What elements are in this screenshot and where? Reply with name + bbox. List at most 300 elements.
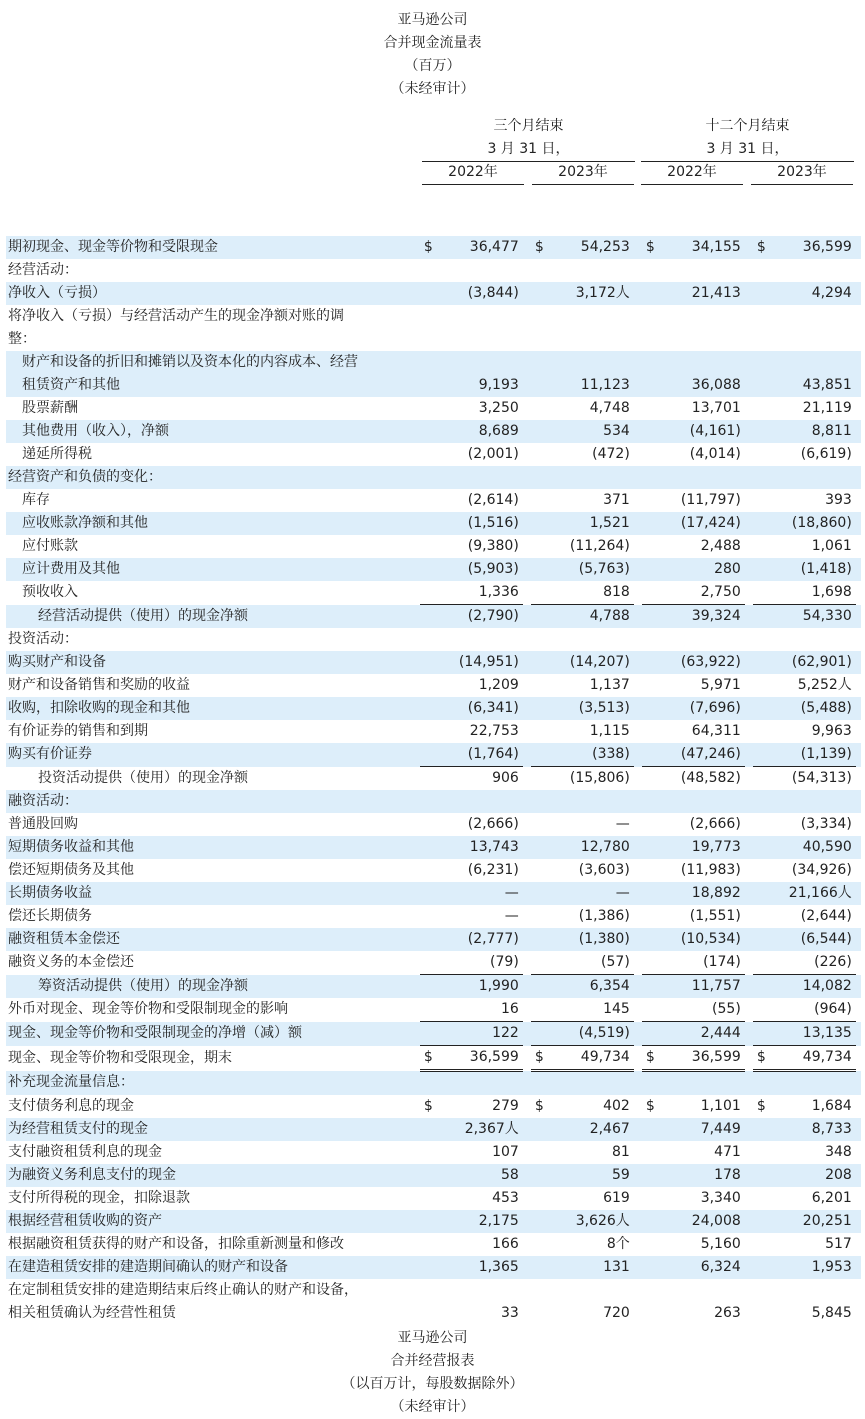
currency-symbol xyxy=(753,720,771,743)
table-row xyxy=(6,674,861,697)
currency-symbol xyxy=(753,836,771,859)
currency-symbol xyxy=(642,905,660,928)
value-cell: 2,488 xyxy=(700,538,741,554)
column-gap xyxy=(523,259,531,282)
currency-symbol xyxy=(420,512,438,535)
value-cell: (17,424) xyxy=(660,512,745,535)
column-gap xyxy=(745,790,753,813)
value-cell xyxy=(660,328,745,351)
currency-symbol xyxy=(531,489,549,512)
value-cell: (55) xyxy=(660,998,745,1022)
column-gap xyxy=(856,1164,861,1187)
table-row xyxy=(6,1071,861,1096)
value-cell: 1,990 xyxy=(438,975,523,999)
value-cell: (14,207) xyxy=(549,651,634,674)
value-cell: 12,780 xyxy=(549,836,634,859)
column-gap xyxy=(856,1187,861,1210)
value-cell: 21,166人 xyxy=(771,882,856,905)
value-cell: 34,155 xyxy=(660,236,745,259)
value-cell: 54,253 xyxy=(549,236,634,259)
value-cell: (964) xyxy=(771,998,856,1022)
value-cell: 3,250 xyxy=(478,400,519,416)
table-row xyxy=(6,466,861,489)
currency-symbol xyxy=(753,767,771,791)
value-cell: 178 xyxy=(660,1164,745,1187)
currency-symbol: $ xyxy=(420,236,438,259)
row-label: 现金、现金等价物和受限制现金的净增（减）额 xyxy=(6,1022,420,1046)
row-label: 收购，扣除收购的现金和其他 xyxy=(6,697,420,720)
column-gap xyxy=(634,813,642,836)
value-cell: 1,365 xyxy=(438,1256,523,1279)
value-cell xyxy=(660,305,745,328)
value-cell: (11,983) xyxy=(680,862,741,878)
column-gap xyxy=(523,720,531,743)
column-gap xyxy=(634,628,642,651)
currency-symbol: $ xyxy=(753,236,771,259)
value-cell xyxy=(771,790,856,813)
value-cell: 36,599 xyxy=(771,236,856,259)
currency-symbol xyxy=(531,1256,549,1279)
currency-symbol xyxy=(642,1302,660,1325)
row-label: 应收账款净额和其他 xyxy=(6,512,420,535)
row-label: 融资义务的本金偿还 xyxy=(8,954,134,971)
currency-symbol xyxy=(642,581,660,605)
column-gap xyxy=(523,905,531,928)
row-label: 购买财产和设备 xyxy=(6,651,420,674)
column-gap xyxy=(856,767,861,791)
currency-symbol xyxy=(753,790,771,813)
audit-note: （未经审计） xyxy=(390,1399,475,1415)
table-row xyxy=(6,1210,861,1233)
value-cell: 2,467 xyxy=(549,1118,634,1141)
value-cell: (3,334) xyxy=(800,816,852,832)
currency-symbol xyxy=(753,743,771,767)
value-cell: 122 xyxy=(438,1022,523,1046)
column-gap xyxy=(634,305,642,328)
currency-symbol xyxy=(753,489,771,512)
currency-symbol xyxy=(531,1164,549,1187)
column-gap xyxy=(745,951,753,975)
currency-symbol xyxy=(753,975,771,999)
column-gap xyxy=(745,489,753,512)
currency-symbol xyxy=(642,1233,660,1256)
column-gap xyxy=(745,397,753,420)
currency-symbol xyxy=(531,1071,549,1096)
value-cell: 9,963 xyxy=(811,723,852,739)
value-cell: (63,922) xyxy=(660,651,745,674)
currency-symbol xyxy=(420,651,438,674)
value-cell: 3,340 xyxy=(700,1190,741,1206)
currency-symbol xyxy=(531,374,549,397)
group-label: 三个月结束 xyxy=(493,118,564,134)
column-gap xyxy=(745,674,753,697)
currency-symbol xyxy=(642,328,660,351)
column-gap xyxy=(856,1022,861,1046)
value-cell: 8,689 xyxy=(438,420,523,443)
column-gap xyxy=(745,697,753,720)
currency-symbol xyxy=(753,1187,771,1210)
column-gap xyxy=(856,1302,861,1325)
value-cell: (2,001) xyxy=(467,446,519,462)
column-gap xyxy=(856,581,861,605)
currency-symbol xyxy=(642,651,660,674)
value-cell: (1,386) xyxy=(578,908,630,924)
value-cell xyxy=(549,1071,634,1096)
column-gap xyxy=(745,975,753,999)
column-gap xyxy=(523,1187,531,1210)
row-label: 现金、现金等价物和受限现金，期末 xyxy=(8,1049,232,1066)
currency-symbol xyxy=(531,420,549,443)
currency-symbol xyxy=(642,951,660,975)
currency-symbol xyxy=(420,697,438,720)
value-cell: 906 xyxy=(492,770,519,786)
value-cell: 371 xyxy=(603,492,630,508)
column-gap xyxy=(745,1233,753,1256)
value-cell xyxy=(660,1279,745,1302)
row-label: 补充现金流量信息： xyxy=(6,1071,420,1096)
value-cell: 8,733 xyxy=(771,1118,856,1141)
column-gap xyxy=(856,1256,861,1279)
currency-symbol: $ xyxy=(756,1098,766,1114)
year-header: 2023年 xyxy=(532,161,634,185)
column-gap xyxy=(634,928,642,951)
column-gap xyxy=(523,1279,531,1302)
year-header: 2022年 xyxy=(422,161,524,185)
currency-symbol xyxy=(531,720,549,743)
column-gap xyxy=(523,882,531,905)
column-gap xyxy=(745,420,753,443)
value-cell: 1,209 xyxy=(478,677,519,693)
column-gap xyxy=(634,581,642,605)
column-gap xyxy=(634,1256,642,1279)
currency-symbol xyxy=(531,605,549,629)
currency-symbol xyxy=(753,1302,771,1325)
table-row xyxy=(6,743,861,767)
column-gap xyxy=(523,466,531,489)
currency-symbol xyxy=(642,697,660,720)
value-cell: 2,750 xyxy=(660,581,745,605)
column-gap xyxy=(634,1233,642,1256)
row-label: 有价证券的销售和到期 xyxy=(8,723,148,739)
column-gap xyxy=(856,374,861,397)
column-gap xyxy=(745,443,753,466)
value-cell xyxy=(549,351,634,374)
value-cell xyxy=(438,305,523,328)
column-gap xyxy=(745,1141,753,1164)
column-gap xyxy=(856,743,861,767)
column-gap xyxy=(523,628,531,651)
currency-symbol xyxy=(531,859,549,882)
column-gap xyxy=(745,374,753,397)
table-row xyxy=(6,651,861,674)
currency-symbol xyxy=(642,420,660,443)
currency-symbol xyxy=(531,1187,549,1210)
currency-symbol xyxy=(753,535,771,558)
column-gap xyxy=(523,420,531,443)
value-cell: 1,115 xyxy=(589,723,630,739)
value-cell: 1,698 xyxy=(771,581,856,605)
value-cell: (1,516) xyxy=(438,512,523,535)
currency-symbol xyxy=(753,420,771,443)
currency-symbol xyxy=(753,259,771,282)
currency-symbol xyxy=(753,928,771,951)
column-gap xyxy=(856,282,861,305)
column-gap xyxy=(634,236,642,259)
column-gap xyxy=(523,836,531,859)
value-cell: 279 xyxy=(492,1098,519,1114)
value-cell: 36,599 xyxy=(438,1046,523,1071)
currency-symbol xyxy=(642,998,660,1022)
column-gap xyxy=(856,720,861,743)
column-gap xyxy=(745,558,753,581)
value-cell xyxy=(438,790,523,813)
column-gap xyxy=(523,1141,531,1164)
column-gap xyxy=(634,720,642,743)
row-label: 长期债务收益 xyxy=(6,882,420,905)
column-gap xyxy=(745,1302,753,1325)
table-row xyxy=(6,790,861,813)
row-label: 预收收入 xyxy=(22,584,78,601)
value-cell: 24,008 xyxy=(660,1210,745,1233)
audit-note: （未经审计） xyxy=(390,81,475,97)
value-cell xyxy=(660,790,745,813)
row-label: 财产和设备销售和奖励的收益 xyxy=(8,677,190,693)
value-cell: 39,324 xyxy=(660,605,745,629)
value-cell: (1,139) xyxy=(771,743,856,767)
column-gap xyxy=(634,420,642,443)
table-row xyxy=(6,420,861,443)
currency-symbol xyxy=(420,720,438,743)
column-gap xyxy=(745,351,753,374)
currency-symbol xyxy=(420,305,438,328)
statement-title: 合并经营报表 xyxy=(390,1353,475,1369)
currency-symbol xyxy=(420,1302,438,1325)
column-gap xyxy=(856,928,861,951)
currency-symbol xyxy=(642,558,660,581)
currency-symbol xyxy=(642,466,660,489)
column-gap xyxy=(634,259,642,282)
value-cell: 54,330 xyxy=(771,605,856,629)
table-row xyxy=(6,767,861,791)
value-cell: 14,082 xyxy=(771,975,856,999)
currency-symbol xyxy=(531,397,549,420)
value-cell: 58 xyxy=(438,1164,523,1187)
currency-symbol xyxy=(642,1071,660,1096)
value-cell xyxy=(771,628,856,651)
currency-symbol xyxy=(420,1022,438,1046)
column-gap xyxy=(745,305,753,328)
currency-symbol xyxy=(753,328,771,351)
value-cell: 11,123 xyxy=(549,374,634,397)
value-cell: 1,521 xyxy=(549,512,634,535)
currency-symbol xyxy=(420,1141,438,1164)
currency-symbol: $ xyxy=(534,1098,544,1114)
table-row xyxy=(6,305,861,328)
three-month-group-header xyxy=(422,115,635,162)
table-row xyxy=(6,628,861,651)
currency-symbol xyxy=(531,697,549,720)
column-gap xyxy=(634,905,642,928)
currency-symbol xyxy=(420,351,438,374)
currency-symbol xyxy=(531,998,549,1022)
value-cell: 49,734 xyxy=(771,1046,856,1071)
column-gap xyxy=(745,998,753,1022)
column-gap xyxy=(745,813,753,836)
currency-symbol xyxy=(531,282,549,305)
value-cell xyxy=(549,259,634,282)
currency-symbol xyxy=(531,951,549,975)
currency-symbol xyxy=(420,328,438,351)
value-cell: 3,626人 xyxy=(549,1210,634,1233)
currency-symbol xyxy=(642,535,660,558)
column-gap xyxy=(634,1071,642,1096)
value-cell: (15,806) xyxy=(569,770,630,786)
value-cell: (4,014) xyxy=(689,446,741,462)
value-cell xyxy=(771,305,856,328)
row-label: 租赁资产和其他 xyxy=(6,374,420,397)
value-cell xyxy=(438,351,523,374)
value-cell: 22,753 xyxy=(469,723,519,739)
currency-symbol xyxy=(420,674,438,697)
column-gap xyxy=(745,466,753,489)
currency-symbol: $ xyxy=(642,1046,660,1071)
table-row xyxy=(6,328,861,351)
column-gap xyxy=(634,328,642,351)
table-row xyxy=(6,1187,861,1210)
column-gap xyxy=(523,512,531,535)
value-cell: (6,619) xyxy=(800,446,852,462)
column-gap xyxy=(745,882,753,905)
value-cell: (5,903) xyxy=(438,558,523,581)
value-cell: 393 xyxy=(825,492,852,508)
currency-symbol xyxy=(531,466,549,489)
currency-symbol xyxy=(753,1141,771,1164)
currency-symbol xyxy=(642,720,660,743)
group-date: 3 月 31 日， xyxy=(422,138,635,162)
column-gap xyxy=(745,767,753,791)
currency-symbol xyxy=(642,674,660,697)
table-row xyxy=(6,351,861,374)
currency-symbol xyxy=(753,305,771,328)
value-cell: 81 xyxy=(611,1144,630,1160)
currency-symbol xyxy=(420,1071,438,1096)
currency-symbol xyxy=(420,928,438,951)
currency-symbol xyxy=(420,1187,438,1210)
value-cell: 6,354 xyxy=(549,975,634,999)
currency-symbol xyxy=(642,1164,660,1187)
value-cell: 36,088 xyxy=(660,374,745,397)
column-gap xyxy=(634,1302,642,1325)
currency-symbol xyxy=(420,489,438,512)
row-label: 将净收入（亏损）与经营活动产生的现金净额对账的调 xyxy=(8,308,344,324)
column-gap xyxy=(856,697,861,720)
value-cell xyxy=(549,328,634,351)
value-cell: 19,773 xyxy=(660,836,745,859)
currency-symbol xyxy=(531,305,549,328)
currency-symbol xyxy=(753,605,771,629)
column-gap xyxy=(523,1302,531,1325)
value-cell: 13,701 xyxy=(691,400,741,416)
value-cell: (79) xyxy=(438,951,523,975)
value-cell xyxy=(438,259,523,282)
currency-symbol xyxy=(531,581,549,605)
currency-symbol xyxy=(642,605,660,629)
column-gap xyxy=(634,397,642,420)
column-gap xyxy=(856,1233,861,1256)
currency-symbol xyxy=(753,1071,771,1096)
currency-symbol xyxy=(420,951,438,975)
column-gap xyxy=(523,1046,531,1071)
column-gap xyxy=(634,951,642,975)
column-gap xyxy=(856,236,861,259)
column-gap xyxy=(523,351,531,374)
currency-symbol xyxy=(642,928,660,951)
column-gap xyxy=(856,674,861,697)
currency-symbol xyxy=(753,1164,771,1187)
value-cell: (1,764) xyxy=(438,743,523,767)
column-gap xyxy=(523,1233,531,1256)
column-gap xyxy=(856,351,861,374)
currency-symbol xyxy=(642,374,660,397)
currency-symbol: $ xyxy=(423,1098,433,1114)
column-gap xyxy=(523,998,531,1022)
value-cell: (2,666) xyxy=(467,816,519,832)
column-gap xyxy=(856,328,861,351)
row-label: 短期债务收益和其他 xyxy=(6,836,420,859)
table-row xyxy=(6,236,861,259)
currency-symbol xyxy=(531,512,549,535)
column-gap xyxy=(523,1210,531,1233)
column-gap xyxy=(856,1095,861,1118)
value-cell: 402 xyxy=(603,1098,630,1114)
value-cell xyxy=(549,628,634,651)
value-cell: 534 xyxy=(549,420,634,443)
value-cell: 43,851 xyxy=(771,374,856,397)
currency-symbol xyxy=(753,674,771,697)
value-cell: 4,748 xyxy=(589,400,630,416)
column-gap xyxy=(523,328,531,351)
value-cell: 5,252人 xyxy=(797,677,852,693)
column-gap xyxy=(523,558,531,581)
value-cell: 16 xyxy=(438,998,523,1022)
row-label: 期初现金、现金等价物和受限现金 xyxy=(6,236,420,259)
value-cell: 1,684 xyxy=(811,1098,852,1114)
value-cell: 6,324 xyxy=(660,1256,745,1279)
currency-symbol xyxy=(531,813,549,836)
currency-symbol xyxy=(642,767,660,791)
currency-symbol xyxy=(531,790,549,813)
value-cell: (57) xyxy=(549,951,634,975)
value-cell: 208 xyxy=(771,1164,856,1187)
table-row xyxy=(6,720,861,743)
row-label: 财产和设备的折旧和摊销以及资本化的内容成本、经营 xyxy=(6,351,420,374)
value-cell xyxy=(438,466,523,489)
value-cell: 1,953 xyxy=(771,1256,856,1279)
value-cell: 280 xyxy=(660,558,745,581)
column-gap xyxy=(634,1141,642,1164)
value-cell: 453 xyxy=(492,1190,519,1206)
value-cell xyxy=(438,1071,523,1096)
column-gap xyxy=(523,374,531,397)
column-gap xyxy=(745,605,753,629)
currency-symbol xyxy=(531,905,549,928)
value-cell: 131 xyxy=(549,1256,634,1279)
year-header: 2023年 xyxy=(751,161,853,185)
column-gap xyxy=(523,743,531,767)
value-cell: 720 xyxy=(603,1305,630,1321)
value-cell: 5,160 xyxy=(700,1236,741,1252)
currency-symbol xyxy=(753,905,771,928)
